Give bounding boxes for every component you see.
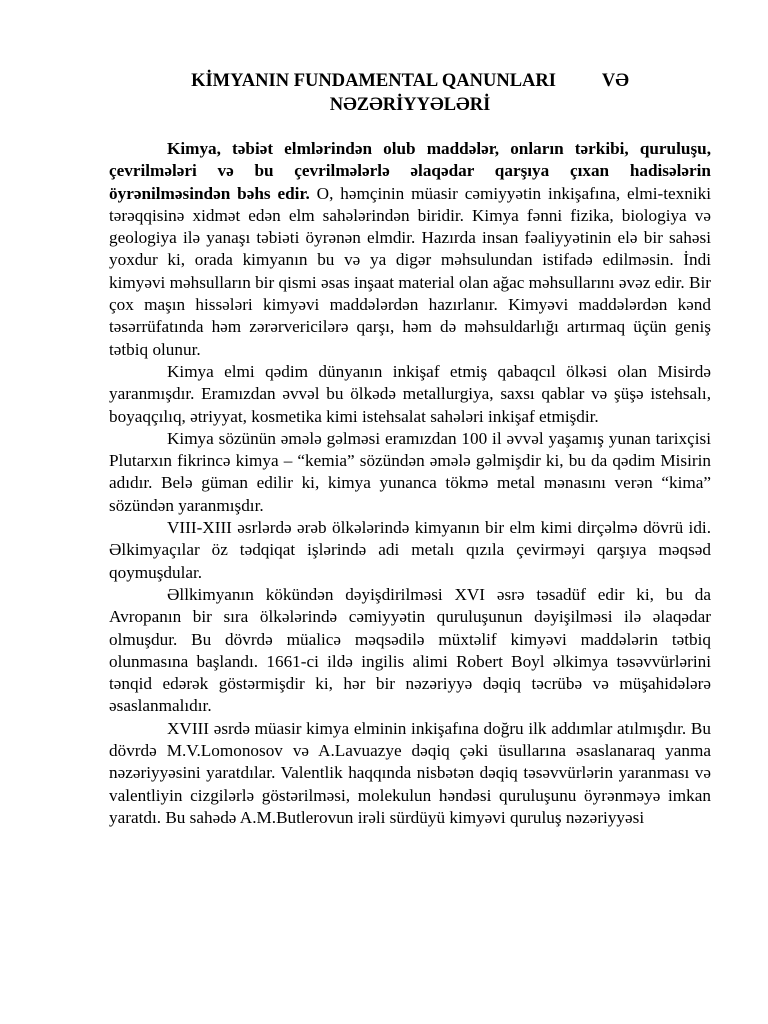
paragraph-modern-chemistry: XVIII əsrdə müasir kimya elminin inkişafına doğru ilk addımlar atılmışdır. Bu dövrdə M.V.Lomonosov və A.Lavuazye dəqiq çəki üsullarına əsaslanaraq yanma nəzəriyyəsini yaratdılar. Valentlik haqqında nisbətən dəqiq təsəvvürlərin yaranması və valentliyin cizgilərlə göstərilməsi, molekulun həndəsi quruluşunu öyrənməyə imkan yaratdı. Bu sahədə A.M.Butlerovun irəli sürdüyü kimyəvi quruluş nəzəriyyəsi [109,718,711,827]
paragraph-intro [109,138,711,361]
page-title-line-2: NƏZƏRİYYƏLƏRİ [329,95,491,115]
paragraph-intro-text: O, həmçinin müasir cəmiyyətin inkişafına, elmi-texniki tərəqqisinə xidmət edən elm sahələrindən biridir. Kimya fənni fizika, biologiya və geologiya ilə yanaşı təbiəti öyrənən elmdir. Hazırda insan fəaliyyətinin elə bir sahəsi yoxdur ki, orada kimyanın bu və ya digər məhsulundan istifadə edilməsin. İndi kimyəvi məhsulların bir qismi əsas inşaat material olan ağac məhsullarını əvəz edir. Bir çox maşın hissələri kimyəvi maddələrdən hazırlanır. Kimyəvi maddələrdən kənd təsərrüfatında həm zərərvericilərə qarşı, həm də məhsuldarlığı artırmaq üçün geniş tətbiq olunur. [109,183,712,359]
document-body [109,138,711,829]
paragraph-intro-bold-lead: Kimya, təbiət elmlərindən olub maddələr, onların tərkibi, quruluşu, çevrilmələri və bu çevrilmələrlə əlaqədar qarşıya çıxan hadisələrin öyrənilməsindən bəhs edir. [109,139,711,203]
paragraph-word-origin: Kimya sözünün əmələ gəlməsi eramızdan 100 il əvvəl yaşamış yunan tarixçisi Plutarxın fikrincə kimya – “kemia” sözündən əmələ gəlmişdir ki, bu da qədim Misirin adıdır. Belə güman edilir ki, kimya yunanca tökmə metal mənasını verən “kima” sözündən yaranmışdır. [109,428,711,515]
paragraph-arab-alchemy: VIII-XIII əsrlərdə ərəb ölkələrində kimyanın bir elm kimi dirçəlmə dövrü idi. Əlkimyaçılar öz tədqiqat işlərində adi metalı qızıla çevirməyi qarşıya məqsəd qoymuşdular. [109,518,711,582]
paragraph-egypt-origin: Kimya elmi qədim dünyanın inkişaf etmiş qabaqcıl ölkəsi olan Misirdə yaranmışdır. Eramızdan əvvəl bu ölkədə metallurgiya, saxsı qablar və şüşə istehsalı, boyaqçılıq, ətriyyat, kosmetika kimi istehsalat sahələri inkişaf etmişdir. [109,361,711,426]
paragraph-europe-alchemy: Əllkimyanın kökündən dəyişdirilməsi XVI əsrə təsadüf edir ki, bu da Avropanın bir sıra ölkələrində cəmiyyətin quruluşunun dəyişilməsi ilə əlaqədar olmuşdur. Bu dövrdə müalicə məqsədilə müxtəlif kimyəvi maddələrin tətbiq olunmasına başlandı. 1661-ci ildə ingilis alimi Robert Boyl əlkimya təsəvvürlərini tənqid edərək göstərmişdir ki, hər bir nəzəriyyə dəqiq təcrübə və müşahidələrə əsaslanmalıdır. [109,584,711,716]
page-title [110,69,710,117]
page-title-line-1: KİMYANIN FUNDAMENTAL QANUNLARI VƏ [191,71,629,91]
